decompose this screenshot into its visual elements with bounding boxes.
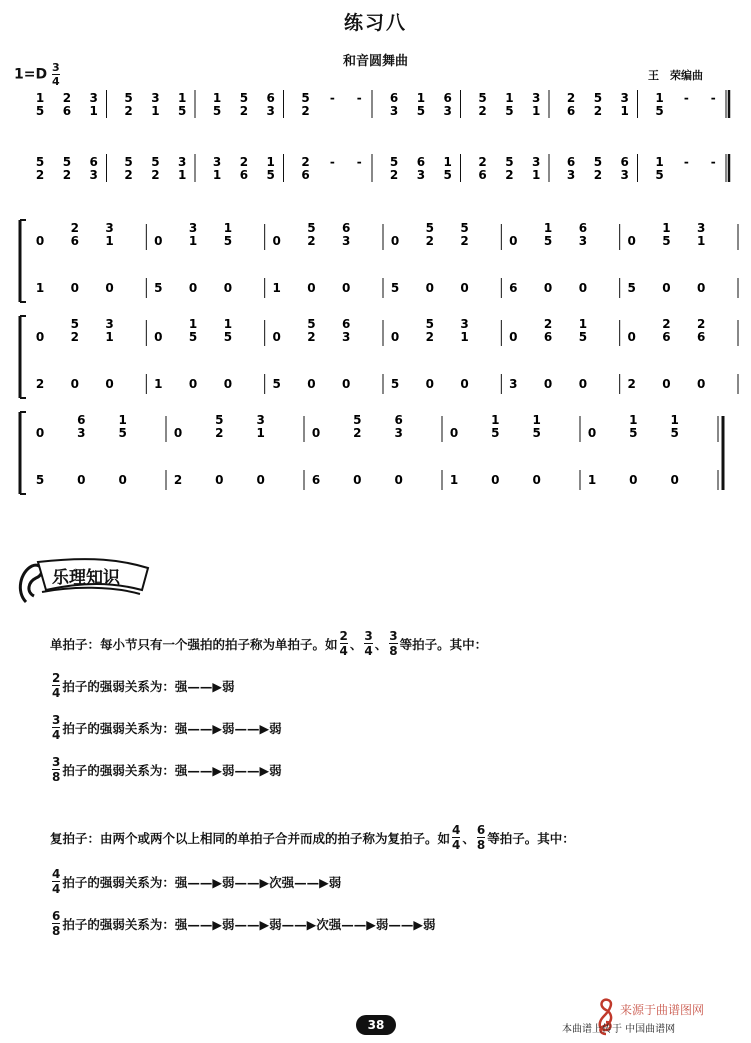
bass-note: 2 <box>35 377 45 391</box>
note-upper: 1 <box>266 155 275 169</box>
bass-note: 1 <box>587 473 597 487</box>
exercise-title: 练习八 <box>343 12 407 34</box>
note-rest: 0 <box>35 330 45 344</box>
bass-note: 0 <box>460 281 469 295</box>
bass-note: 1 <box>449 473 459 487</box>
meter-row-pattern: 强——▶弱——▶次强——▶弱 <box>174 874 342 890</box>
meter-row <box>50 756 282 783</box>
note-upper: 1 <box>578 317 588 331</box>
note-lower: 5 <box>655 104 664 118</box>
note-upper: 1 <box>443 155 452 169</box>
note-upper: 1 <box>188 317 198 331</box>
note-upper: 1 <box>629 413 638 427</box>
note-rest: 0 <box>154 234 163 248</box>
theory-section <box>50 630 740 950</box>
bass-note: 0 <box>342 281 351 295</box>
bass-note: 0 <box>578 281 588 295</box>
note-rest: 0 <box>509 234 518 248</box>
fraction-num: 4 <box>452 823 461 837</box>
fraction <box>477 824 485 851</box>
note-lower: 2 <box>62 168 72 182</box>
bass-note: 0 <box>425 281 434 295</box>
note-rest: 0 <box>587 426 597 440</box>
note-upper: - <box>329 155 335 169</box>
meter-row <box>50 714 282 741</box>
meter-row-text: 拍子的强弱关系为： <box>62 874 175 890</box>
note-lower: 5 <box>670 426 679 440</box>
note-upper: 5 <box>353 413 362 427</box>
note-upper: - <box>710 155 716 169</box>
note-upper: 3 <box>151 91 160 105</box>
bass-note: 0 <box>460 377 469 391</box>
fraction-den: 4 <box>339 644 348 658</box>
note-upper: 2 <box>662 317 671 331</box>
bass-note: 6 <box>509 281 518 295</box>
note-upper: 3 <box>256 413 265 427</box>
footer-note: 本曲谱上传于 中国曲谱网 <box>562 1024 676 1035</box>
bass-note: 0 <box>70 377 79 391</box>
note-lower: 2 <box>307 330 316 344</box>
score-notation <box>0 80 751 500</box>
note-upper: 5 <box>239 91 249 105</box>
fraction <box>340 630 348 657</box>
note-upper: - <box>356 155 362 169</box>
note-lower: 6 <box>70 234 79 248</box>
fraction <box>52 910 60 937</box>
meter-row-pattern: 强——▶弱——▶弱 <box>174 762 282 778</box>
note-lower: 5 <box>662 234 671 248</box>
note-lower: 1 <box>151 104 160 118</box>
note-lower: 2 <box>505 168 514 182</box>
note-upper: 1 <box>491 413 500 427</box>
note-lower: 3 <box>443 104 452 118</box>
note-upper: 6 <box>89 155 98 169</box>
fraction-num: 3 <box>364 629 373 643</box>
note-upper: 3 <box>212 155 222 169</box>
fraction-den: 4 <box>52 882 61 896</box>
note-upper: 2 <box>566 91 576 105</box>
note-upper: 3 <box>105 317 114 331</box>
fraction <box>52 868 60 895</box>
note-lower: 5 <box>532 426 541 440</box>
note-upper: 1 <box>505 91 514 105</box>
note-lower: 2 <box>478 104 487 118</box>
simple-meter-definition <box>50 630 487 657</box>
note-lower: 6 <box>301 168 310 182</box>
note-lower: 2 <box>460 234 469 248</box>
note-lower: 5 <box>629 426 638 440</box>
note-upper: - <box>356 91 362 105</box>
bass-note: 0 <box>425 377 434 391</box>
note-lower: 1 <box>697 234 706 248</box>
note-lower: 5 <box>118 426 127 440</box>
bass-note: 0 <box>491 473 500 487</box>
fraction <box>452 824 460 851</box>
bass-note: 2 <box>627 377 636 391</box>
note-lower: 5 <box>223 234 233 248</box>
note-lower: 5 <box>178 104 187 118</box>
compound-meter-label: 复拍子： <box>50 830 101 846</box>
bass-note: 5 <box>272 377 281 391</box>
fraction-den: 8 <box>52 770 61 784</box>
bass-note: 5 <box>35 473 45 487</box>
bass-note: 0 <box>532 473 541 487</box>
note-lower: 5 <box>491 426 500 440</box>
fraction <box>52 714 60 741</box>
theory-badge-text: 乐理知识 <box>52 568 120 588</box>
note-upper: 6 <box>77 413 86 427</box>
note-upper: 5 <box>62 155 72 169</box>
note-upper: 2 <box>478 155 487 169</box>
meter-row <box>50 672 235 699</box>
note-upper: 6 <box>266 91 275 105</box>
note-upper: 2 <box>301 155 310 169</box>
note-lower: 3 <box>620 168 629 182</box>
note-upper: 2 <box>697 317 706 331</box>
separator: 、 <box>349 636 363 652</box>
note-rest: 0 <box>35 426 45 440</box>
note-lower: 2 <box>124 104 133 118</box>
note-lower: 3 <box>342 330 351 344</box>
note-lower: 3 <box>389 104 399 118</box>
note-rest: 0 <box>173 426 183 440</box>
meter-row <box>50 868 341 895</box>
note-lower: 2 <box>124 168 133 182</box>
note-upper: - <box>710 91 716 105</box>
note-lower: 5 <box>655 168 664 182</box>
note-upper: 5 <box>35 155 45 169</box>
note-upper: 2 <box>62 91 72 105</box>
note-upper: 3 <box>188 221 198 235</box>
bass-note: 2 <box>173 473 183 487</box>
fraction-num: 6 <box>476 823 486 837</box>
bass-note: 1 <box>154 377 163 391</box>
note-rest: 0 <box>390 330 400 344</box>
bass-note: 0 <box>697 377 706 391</box>
bass-note: 0 <box>543 377 553 391</box>
bass-note: 0 <box>105 377 114 391</box>
note-upper: 2 <box>239 155 249 169</box>
note-upper: 5 <box>478 91 487 105</box>
note-upper: 5 <box>389 155 399 169</box>
bass-note: 0 <box>629 473 638 487</box>
bass-note: 0 <box>188 281 198 295</box>
note-lower: 1 <box>105 234 114 248</box>
bass-note: 0 <box>307 281 316 295</box>
note-upper: 3 <box>460 317 469 331</box>
note-upper: 1 <box>532 413 541 427</box>
fraction <box>389 630 397 657</box>
fraction-den: 4 <box>52 686 61 700</box>
note-lower: 2 <box>70 330 79 344</box>
meter-row-pattern: 强——▶弱——▶弱——▶次强——▶弱——▶弱 <box>174 916 436 932</box>
fraction-num: 6 <box>52 909 61 923</box>
bass-note: 0 <box>662 377 671 391</box>
note-lower: 2 <box>239 104 249 118</box>
note-upper: 5 <box>307 221 316 235</box>
note-upper: 5 <box>215 413 224 427</box>
key-label: 1=D <box>14 66 48 83</box>
bass-note: 3 <box>509 377 518 391</box>
meter-row-text: 拍子的强弱关系为： <box>62 762 175 778</box>
note-lower: 5 <box>578 330 588 344</box>
fraction-num: 3 <box>389 629 398 643</box>
bass-note: 0 <box>394 473 403 487</box>
note-upper: - <box>329 91 335 105</box>
fraction-num: 3 <box>52 755 61 769</box>
note-upper: 6 <box>578 221 588 235</box>
note-upper: 6 <box>342 317 351 331</box>
bass-note: 0 <box>353 473 362 487</box>
bass-note: 5 <box>390 281 400 295</box>
note-rest: 0 <box>390 234 400 248</box>
note-lower: 1 <box>532 104 541 118</box>
note-upper: 1 <box>35 91 45 105</box>
note-lower: 3 <box>342 234 351 248</box>
note-upper: 5 <box>505 155 514 169</box>
note-rest: 0 <box>509 330 518 344</box>
note-lower: 6 <box>662 330 671 344</box>
note-upper: 6 <box>566 155 576 169</box>
note-lower: 5 <box>416 104 426 118</box>
note-upper: 6 <box>389 91 399 105</box>
note-lower: 5 <box>212 104 222 118</box>
bass-note: 0 <box>256 473 265 487</box>
note-lower: 1 <box>178 168 187 182</box>
note-upper: 1 <box>178 91 187 105</box>
note-rest: 0 <box>627 234 636 248</box>
note-lower: 6 <box>239 168 249 182</box>
note-upper: 5 <box>124 91 133 105</box>
bass-note: 0 <box>105 281 114 295</box>
note-upper: 1 <box>416 91 426 105</box>
bass-note: 0 <box>77 473 86 487</box>
note-upper: 1 <box>223 317 233 331</box>
composer-credit: 王 荣编曲 <box>648 69 703 82</box>
note-lower: 3 <box>416 168 426 182</box>
theory-badge-logo <box>12 552 154 610</box>
note-upper: 6 <box>416 155 426 169</box>
note-lower: 1 <box>188 234 198 248</box>
note-rest: 0 <box>627 330 636 344</box>
note-lower: 5 <box>188 330 198 344</box>
note-lower: 3 <box>89 168 98 182</box>
bass-note: 0 <box>543 281 553 295</box>
note-lower: 6 <box>62 104 72 118</box>
bass-note: 0 <box>70 281 79 295</box>
note-upper: 2 <box>543 317 553 331</box>
compound-meter-definition <box>50 824 575 851</box>
fraction-num: 3 <box>52 713 61 727</box>
note-lower: 3 <box>566 168 576 182</box>
compound-meter-text: 由两个或两个以上相同的单拍子合并而成的拍子称为复拍子。如 <box>100 830 451 846</box>
note-lower: 3 <box>77 426 86 440</box>
fraction <box>52 672 60 699</box>
note-rest: 0 <box>272 330 281 344</box>
fraction <box>52 756 60 783</box>
note-upper: 3 <box>89 91 98 105</box>
note-lower: 2 <box>151 168 160 182</box>
note-upper: 1 <box>655 91 664 105</box>
note-upper: 5 <box>593 155 603 169</box>
note-upper: 5 <box>425 221 434 235</box>
note-upper: 5 <box>124 155 133 169</box>
compound-meter-tail: 等拍子。其中： <box>487 830 575 846</box>
bass-note: 0 <box>670 473 679 487</box>
note-lower: 2 <box>307 234 316 248</box>
simple-meter-label: 单拍子： <box>50 636 101 652</box>
fraction-den: 4 <box>52 728 61 742</box>
note-upper: 6 <box>342 221 351 235</box>
note-lower: 5 <box>543 234 553 248</box>
meter-row-text: 拍子的强弱关系为： <box>62 720 175 736</box>
meter-row-text: 拍子的强弱关系为： <box>62 678 175 694</box>
note-upper: 1 <box>212 91 222 105</box>
note-upper: 5 <box>425 317 434 331</box>
note-lower: 2 <box>301 104 310 118</box>
fraction-num: 4 <box>52 867 61 881</box>
fraction <box>364 630 372 657</box>
simple-meter-text: 每小节只有一个强拍的拍子称为单拍子。如 <box>100 636 338 652</box>
note-upper: 6 <box>620 155 629 169</box>
fraction-num: 2 <box>339 629 348 643</box>
note-lower: 6 <box>566 104 576 118</box>
note-lower: 2 <box>425 330 434 344</box>
note-upper: 1 <box>118 413 127 427</box>
note-rest: 0 <box>154 330 163 344</box>
note-rest: 0 <box>311 426 321 440</box>
note-upper: 5 <box>70 317 79 331</box>
note-lower: 2 <box>593 168 603 182</box>
note-upper: 5 <box>593 91 603 105</box>
note-rest: 0 <box>449 426 459 440</box>
separator: 、 <box>374 636 388 652</box>
note-rest: 0 <box>35 234 45 248</box>
bass-note: 1 <box>35 281 45 295</box>
piece-subtitle: 和音圆舞曲 <box>342 54 408 69</box>
watermark-text: 来源于曲谱图网 <box>620 1003 705 1017</box>
note-lower: 2 <box>353 426 362 440</box>
meter-row <box>50 910 435 937</box>
time-sig-den: 4 <box>51 75 60 88</box>
bass-note: 0 <box>342 377 351 391</box>
note-upper: 1 <box>543 221 553 235</box>
bass-note: 0 <box>215 473 224 487</box>
note-lower: 6 <box>478 168 487 182</box>
note-upper: 2 <box>70 221 79 235</box>
note-upper: - <box>683 91 689 105</box>
note-lower: 1 <box>620 104 629 118</box>
note-lower: 3 <box>578 234 588 248</box>
meter-row-text: 拍子的强弱关系为： <box>62 916 175 932</box>
note-lower: 1 <box>460 330 469 344</box>
note-lower: 5 <box>35 104 45 118</box>
fraction-den: 8 <box>389 644 398 658</box>
bass-note: 5 <box>390 377 400 391</box>
note-upper: 3 <box>532 91 541 105</box>
note-lower: 2 <box>425 234 434 248</box>
note-lower: 2 <box>215 426 224 440</box>
fraction-den: 4 <box>452 838 461 852</box>
note-lower: 5 <box>223 330 233 344</box>
bass-note: 6 <box>311 473 321 487</box>
note-rest: 0 <box>272 234 281 248</box>
note-lower: 1 <box>532 168 541 182</box>
note-upper: 3 <box>178 155 187 169</box>
note-lower: 2 <box>35 168 45 182</box>
note-upper: - <box>683 155 689 169</box>
bass-note: 0 <box>662 281 671 295</box>
note-upper: 5 <box>460 221 469 235</box>
note-lower: 2 <box>593 104 603 118</box>
meter-row-pattern: 强——▶弱 <box>174 678 235 694</box>
fraction-den: 4 <box>364 644 373 658</box>
note-lower: 6 <box>697 330 706 344</box>
note-lower: 1 <box>89 104 98 118</box>
meter-row-pattern: 强——▶弱——▶弱 <box>174 720 282 736</box>
time-sig-num: 3 <box>51 61 60 74</box>
note-upper: 3 <box>697 221 706 235</box>
note-lower: 1 <box>256 426 265 440</box>
note-lower: 3 <box>394 426 403 440</box>
fraction-den: 8 <box>476 838 486 852</box>
note-upper: 1 <box>223 221 233 235</box>
fraction-den: 8 <box>52 924 61 938</box>
note-lower: 5 <box>443 168 452 182</box>
note-lower: 1 <box>105 330 114 344</box>
note-upper: 1 <box>670 413 679 427</box>
bass-note: 0 <box>188 377 198 391</box>
note-upper: 6 <box>443 91 452 105</box>
note-lower: 5 <box>266 168 275 182</box>
note-lower: 2 <box>389 168 399 182</box>
note-upper: 5 <box>301 91 310 105</box>
bass-note: 0 <box>697 281 706 295</box>
simple-meter-tail: 等拍子。其中： <box>399 636 488 652</box>
fraction-num: 2 <box>52 671 61 685</box>
note-upper: 6 <box>394 413 403 427</box>
bass-note: 0 <box>307 377 316 391</box>
note-upper: 5 <box>151 155 160 169</box>
note-upper: 1 <box>655 155 664 169</box>
note-lower: 3 <box>266 104 275 118</box>
bass-note: 0 <box>223 281 233 295</box>
note-upper: 3 <box>105 221 114 235</box>
separator: 、 <box>462 830 475 846</box>
note-lower: 5 <box>505 104 514 118</box>
bass-note: 0 <box>578 377 588 391</box>
note-upper: 1 <box>662 221 671 235</box>
bass-note: 0 <box>223 377 233 391</box>
note-upper: 5 <box>307 317 316 331</box>
bass-note: 5 <box>627 281 636 295</box>
bass-note: 5 <box>154 281 163 295</box>
note-lower: 1 <box>212 168 222 182</box>
note-upper: 3 <box>620 91 629 105</box>
page-number: 38 <box>356 1015 396 1035</box>
bass-note: 1 <box>272 281 281 295</box>
bass-note: 0 <box>118 473 127 487</box>
note-lower: 6 <box>543 330 553 344</box>
note-upper: 3 <box>532 155 541 169</box>
